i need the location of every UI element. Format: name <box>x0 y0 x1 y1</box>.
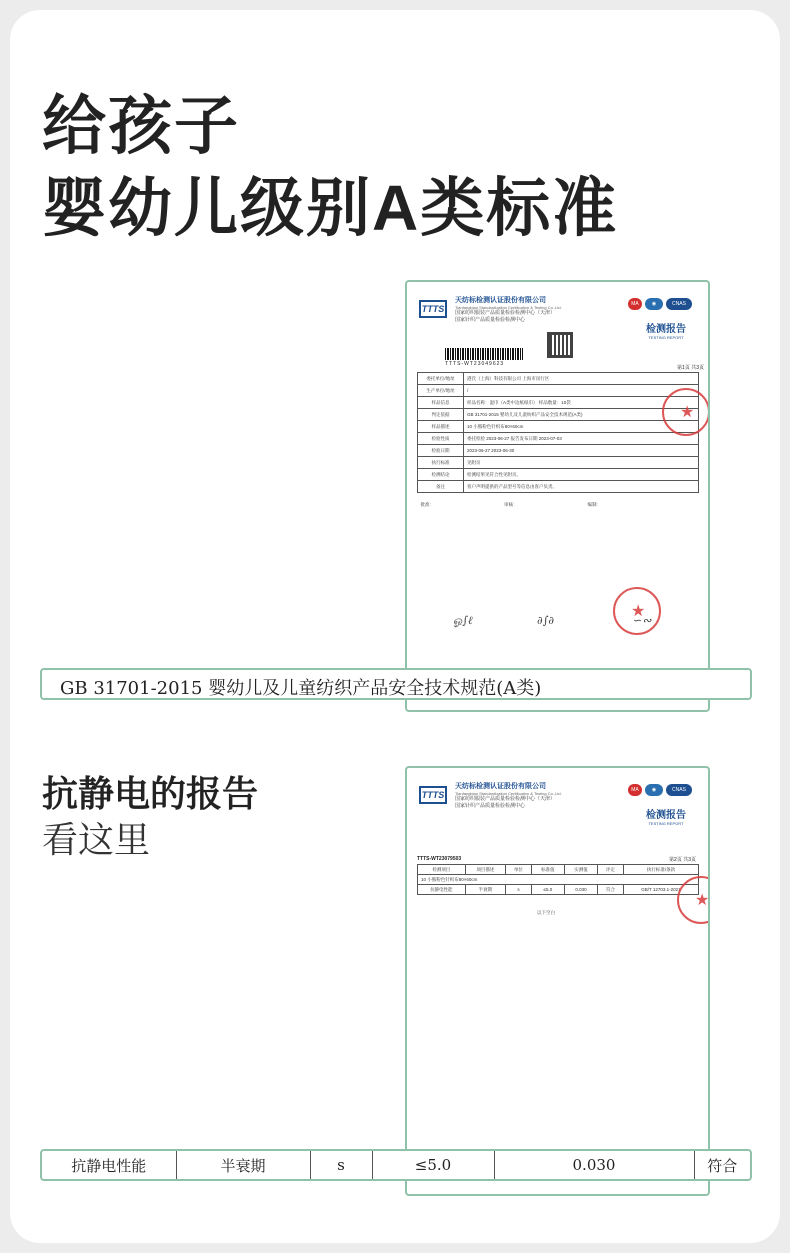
cnas-mark-icon: CNAS <box>666 298 692 310</box>
form-value: 10 小熊粉色针织布80×60cm <box>464 421 699 433</box>
form-value: 港氏（上海）科技有限公司 上海市闵行区 <box>464 373 699 385</box>
form-value: 样品名称：湿巾（A类中边纸纸巾） 样品数量：10袋 <box>464 397 699 409</box>
result-cell: 符合 <box>598 885 624 895</box>
form-label: 判定依据 <box>418 409 464 421</box>
form-value: 见附页 <box>464 457 699 469</box>
section-subtitle: 看这里 <box>42 819 151 860</box>
report-title-en: TESTING REPORT <box>648 821 684 826</box>
ilac-mark-icon: ◉ <box>645 298 663 310</box>
result-cell: GB/T 12703.1-2021 <box>623 885 698 895</box>
signer-label: 批准： <box>420 501 434 507</box>
org-sub-1: 国家纺织服装产品质量检验检测中心（天津） <box>455 796 556 802</box>
header-cell: 评定 <box>598 865 624 875</box>
report-number: TTTS-WT23079503 <box>417 856 462 862</box>
form-row <box>418 445 699 457</box>
item-cell: 抗静电性能 <box>42 1151 176 1179</box>
form-row <box>418 433 699 445</box>
org-name-en: Tianfangbiao Standardization Certification & Testing Co.,Ltd. <box>455 305 562 310</box>
header-cell: 检测项目 <box>418 865 466 875</box>
signature-preparer: ∽∾ <box>633 614 652 627</box>
form-label: 检验性质 <box>418 433 464 445</box>
org-block <box>455 296 595 324</box>
form-label: 备注 <box>418 481 464 493</box>
headline <box>42 85 618 249</box>
cma-mark-icon: MA <box>628 784 642 796</box>
report-title-en: TESTING REPORT <box>648 335 684 340</box>
headline-line-2: 婴幼儿级别A类标准 <box>42 172 619 244</box>
signature-approver: ஓ∫ℓ <box>453 614 473 627</box>
org-name: 天纺标检测认证股份有限公司 <box>455 783 546 790</box>
header-cell: 实测值 <box>564 865 597 875</box>
form-row <box>418 397 699 409</box>
form-row <box>418 421 699 433</box>
org-name-en: Tianfangbiao Standardization Certification & Testing Co.,Ltd. <box>455 791 562 796</box>
form-label: 执行标准 <box>418 457 464 469</box>
form-label: 样品信息 <box>418 397 464 409</box>
ttts-logo: TTTS <box>419 786 447 804</box>
ilac-mark-icon: ◉ <box>645 784 663 796</box>
result-cell: 抗静电性能 <box>418 885 466 895</box>
form-label: 样品描述 <box>418 421 464 433</box>
signer-label: 编制： <box>587 501 601 507</box>
form-row <box>418 469 699 481</box>
seal-stamp-icon <box>613 587 661 635</box>
report-title <box>646 320 686 340</box>
report-form-table <box>417 372 699 517</box>
header-cell: 执行标准/条款 <box>623 865 698 875</box>
signers-row <box>418 493 699 517</box>
barcode-icon <box>445 348 523 360</box>
signature-reviewer: ∂∫∂ <box>537 614 555 627</box>
cma-mark-icon: MA <box>628 298 642 310</box>
result-row <box>418 885 699 895</box>
form-row <box>418 409 699 421</box>
sample-cell: 10 小熊粉色针织布80×60cm <box>418 875 699 885</box>
org-sub-2: 国家针织产品质量检验检测中心 <box>455 803 526 809</box>
form-label: 检测结论 <box>418 469 464 481</box>
cnas-mark-icon: CNAS <box>666 784 692 796</box>
result-header-row <box>418 865 699 875</box>
seal-stamp-icon <box>662 388 710 436</box>
form-row <box>418 385 699 397</box>
form-row <box>418 373 699 385</box>
qr-code-icon <box>547 332 573 358</box>
form-value: / <box>464 385 699 397</box>
test-report-1 <box>405 280 710 712</box>
result-banner <box>40 1149 752 1181</box>
blank-below-note: 以下空白 <box>537 910 555 915</box>
report-number: TTTS-WT23049623 <box>445 361 505 367</box>
standard-banner <box>40 668 752 700</box>
measured-cell: 0.030 <box>494 1151 694 1179</box>
unit-cell: s <box>310 1151 372 1179</box>
result-sample-row <box>418 875 699 885</box>
poster-card <box>10 10 780 1243</box>
header-cell: 标准值 <box>531 865 564 875</box>
headline-line-1: 给孩子 <box>42 90 240 162</box>
result-banner-table <box>42 1151 750 1179</box>
desc-cell: 半衰期 <box>176 1151 310 1179</box>
report-title-cn: 检测报告 <box>646 324 686 335</box>
form-value: 2023-06-27 2023-06-30 <box>464 445 699 457</box>
section-title: 抗静电的报告 <box>42 773 259 814</box>
verdict-cell: 符合 <box>707 1156 738 1175</box>
org-name: 天纺标检测认证股份有限公司 <box>455 297 546 304</box>
test-report-2 <box>405 766 710 1196</box>
accreditation-marks <box>628 784 692 796</box>
accreditation-marks <box>628 298 692 310</box>
ttts-logo: TTTS <box>419 300 447 318</box>
form-value: GB 31701-2015 婴幼儿及儿童纺织产品安全技术规范(A类) <box>464 409 699 421</box>
org-block <box>455 782 595 810</box>
signer-label: 审核： <box>504 501 518 507</box>
standard-cell: ≤5.0 <box>372 1151 494 1179</box>
result-cell: 半衰期 <box>465 885 505 895</box>
report-header <box>415 782 700 832</box>
report-title <box>646 806 686 826</box>
report-title-cn: 检测报告 <box>646 810 686 821</box>
header-cell: 单位 <box>506 865 532 875</box>
form-label: 委托单位/地址 <box>418 373 464 385</box>
org-sub-2: 国家针织产品质量检验检测中心 <box>455 317 526 323</box>
form-value: 委托检验 2023-06-27 报告发布日期 2023-07-03 <box>464 433 699 445</box>
org-sub-1: 国家纺织服装产品质量检验检测中心（天津） <box>455 310 556 316</box>
standard-banner-text: GB 31701-2015 婴幼儿及儿童纺织产品安全技术规范(A类) <box>60 678 542 699</box>
form-value: 客户声明提供的产品型号等信息由客户负责。 <box>464 481 699 493</box>
form-value: 检测结果见符合性见附页。 <box>464 469 699 481</box>
form-label: 生产单位/地址 <box>418 385 464 397</box>
result-cell: ≤5.0 <box>531 885 564 895</box>
page-number: 第1页 共3页 <box>677 365 704 371</box>
header-cell: 项目描述 <box>465 865 505 875</box>
result-cell: 0.030 <box>564 885 597 895</box>
form-label: 检验日期 <box>418 445 464 457</box>
form-row <box>418 481 699 493</box>
form-row <box>418 457 699 469</box>
result-cell: s <box>506 885 532 895</box>
page-number: 第2页 共3页 <box>669 857 696 863</box>
result-table <box>417 864 699 895</box>
